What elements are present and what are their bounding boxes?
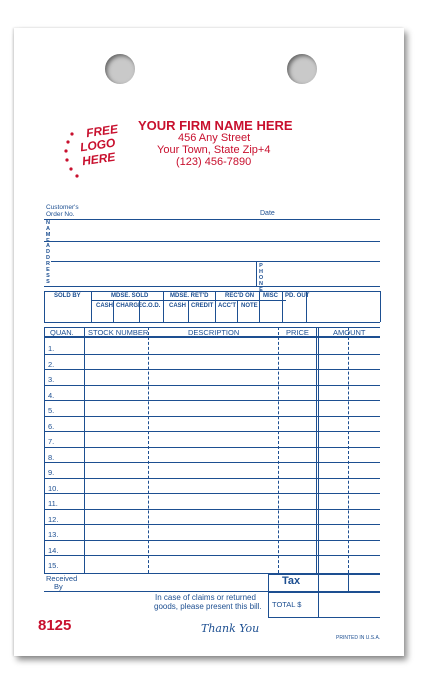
firm-street: 456 Any Street <box>178 132 251 144</box>
row-number: 8. <box>48 452 55 462</box>
total-bottom <box>268 617 380 618</box>
header-quan: QUAN. <box>50 328 74 337</box>
address-label: A D D R E S S <box>46 243 50 285</box>
row-number: 5. <box>48 406 55 415</box>
order-line <box>44 219 380 220</box>
mdse-retd-label: MDSE. RET'D <box>170 293 209 299</box>
row-number: 15. <box>48 561 59 570</box>
cod-label: C.O.D. <box>142 303 161 309</box>
total-label: TOTAL $ <box>272 600 302 609</box>
logo-line-1: FREE <box>85 121 119 141</box>
firm-name: YOUR FIRM NAME HERE <box>138 118 293 133</box>
date-label: Date <box>260 210 275 217</box>
table-row-line <box>44 478 380 479</box>
form-number: 8125 <box>38 617 72 634</box>
printed-label: PRINTED IN U.S.A. <box>336 635 381 641</box>
logo-line-2: LOGO <box>79 135 117 155</box>
row-number: 9. <box>48 468 55 477</box>
cash-label: CASH <box>96 303 114 309</box>
binder-hole-left <box>105 54 135 84</box>
recd-on-label: REC'D ON <box>225 293 255 299</box>
address-line-1 <box>51 261 380 262</box>
col-stock-divider <box>148 327 149 573</box>
credit-label: CREDIT <box>191 303 214 309</box>
col-cents-divider <box>348 327 349 573</box>
received-label: Received <box>46 574 78 583</box>
name-line <box>44 241 380 242</box>
binder-hole-right <box>287 54 317 84</box>
row-number: 4. <box>48 390 55 400</box>
claims-line-2: goods, please present this bill. <box>154 602 262 611</box>
table-row-line <box>44 354 380 355</box>
header-amount: AMOUNT <box>333 328 366 337</box>
total-divider <box>318 591 319 618</box>
by-label: By <box>54 582 63 591</box>
phone-label: P H O N E <box>258 263 264 293</box>
table-row-line <box>44 493 380 494</box>
table-row-line <box>44 524 380 525</box>
row-number: 14. <box>48 545 59 555</box>
col-price-divider-2 <box>318 327 319 573</box>
table-row-line <box>44 509 380 510</box>
info-bottom <box>44 322 380 323</box>
table-row-line <box>44 400 380 401</box>
row-number: 1. <box>48 344 55 353</box>
customers-label: Customer's <box>46 204 79 211</box>
row-number: 6. <box>48 421 55 431</box>
acct-label: ACC'T <box>218 303 237 309</box>
tax-label: Tax <box>282 575 301 587</box>
table-row-line <box>44 447 380 448</box>
table-row-line <box>44 462 380 463</box>
sold-by-label: SOLD BY <box>54 293 81 299</box>
pd-out-label: PD. OUT <box>285 293 310 299</box>
misc-label: MISC <box>263 293 278 299</box>
col-quan-divider <box>84 327 85 573</box>
cash2-label: CASH <box>169 303 187 309</box>
phone-divider <box>256 262 257 286</box>
row-number: 3. <box>48 375 55 384</box>
firm-city: Your Town, State Zip+4 <box>157 144 271 156</box>
thank-you: Thank You <box>201 622 260 635</box>
row-number: 11. <box>48 499 58 508</box>
tax-col-divider <box>318 573 319 591</box>
firm-phone: (123) 456-7890 <box>176 156 252 168</box>
by-line <box>44 591 268 592</box>
row-number: 10. <box>48 483 59 493</box>
total-line <box>268 591 380 593</box>
col-desc-divider <box>278 327 279 573</box>
claims-line-1: In case of claims or returned <box>155 593 256 602</box>
row-number: 13. <box>48 530 59 539</box>
header-price: PRICE <box>286 328 309 337</box>
header-description: DESCRIPTION <box>188 328 240 337</box>
table-row-line <box>44 369 380 370</box>
row-number: 2. <box>48 359 55 369</box>
row-number: 12. <box>48 514 59 524</box>
table-row-line <box>44 431 380 432</box>
table-row-line <box>44 555 380 556</box>
order-no-label: Order No. <box>46 211 75 218</box>
sales-form <box>14 28 404 656</box>
note-label: NOTE <box>241 303 258 309</box>
tax-box-left <box>268 573 269 618</box>
mdse-sold-label: MDSE. SOLD <box>111 293 149 299</box>
logo <box>62 120 122 190</box>
table-row-line <box>44 416 380 417</box>
table-row-line <box>44 385 380 386</box>
table-row-line <box>44 540 380 541</box>
table-left <box>44 327 45 573</box>
address-line-2 <box>44 286 380 287</box>
header-stock: STOCK NUMBER <box>88 328 149 337</box>
col-price-divider <box>316 327 317 573</box>
charge-label: CHARGE <box>116 303 143 309</box>
tax-cents-divider <box>348 573 349 591</box>
row-number: 7. <box>48 437 55 446</box>
logo-line-3: HERE <box>81 149 117 169</box>
name-label: N A M E <box>45 220 51 244</box>
info-top <box>44 291 380 292</box>
